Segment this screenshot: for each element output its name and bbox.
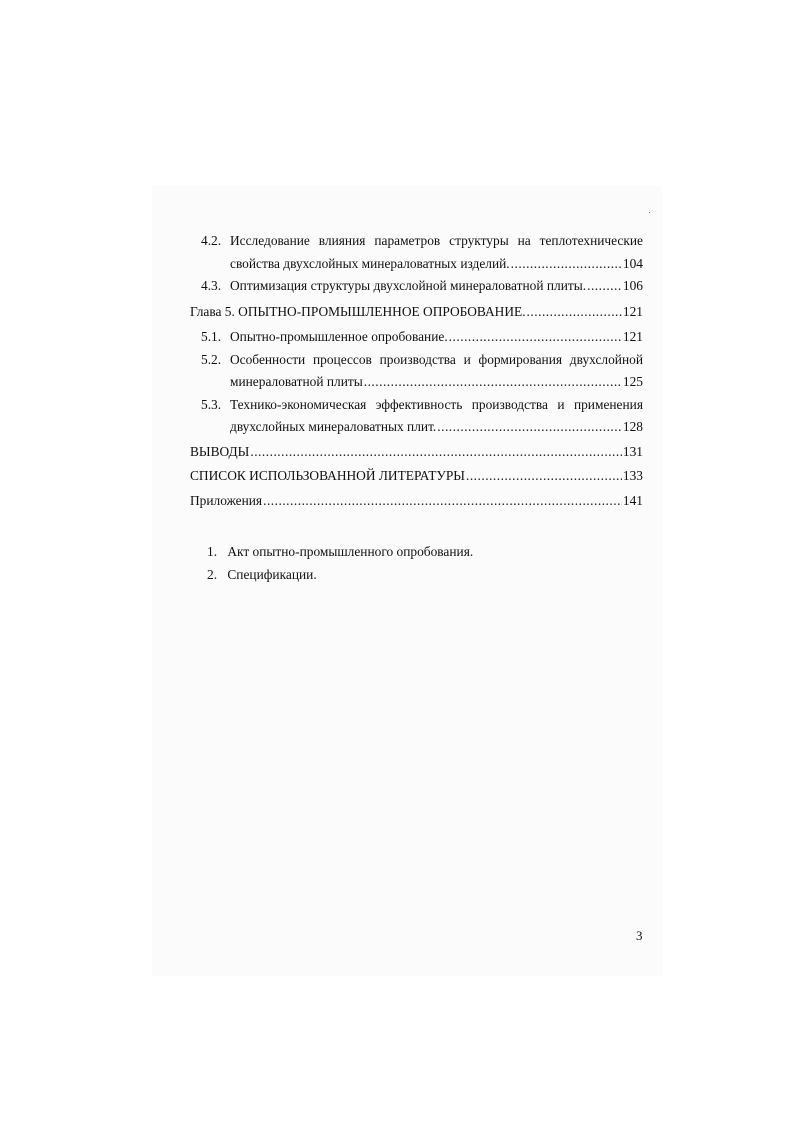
dot-leader	[437, 416, 622, 439]
toc-entry-number: 4.3.	[201, 278, 222, 293]
appendix-item[interactable]	[207, 563, 473, 586]
dot-leader	[587, 275, 622, 298]
appendix-item-number: 1.	[207, 544, 218, 559]
toc-entry-4-3[interactable]	[190, 275, 643, 298]
dot-leader	[527, 301, 622, 324]
dot-leader	[449, 326, 622, 349]
toc-appendices[interactable]	[190, 490, 643, 513]
toc-page-number: 141	[622, 492, 643, 508]
toc-entry-title-line-1: Исследование влияния параметров структуры на теплотехнические	[230, 233, 643, 248]
toc-entry-number: 4.2.	[201, 233, 222, 248]
toc-entry-title-line-1: Особенности процессов производства и формирования двухслойной	[230, 351, 643, 367]
toc-entry-5-1[interactable]	[190, 326, 643, 349]
toc-chapter-5[interactable]	[190, 301, 643, 324]
toc-entry-title: Приложения	[190, 492, 263, 508]
dot-leader	[250, 441, 622, 464]
appendix-item-title: Акт опытно-промышленного опробования.	[227, 544, 474, 559]
toc-entry-number: 5.3.	[201, 396, 222, 412]
toc-entry-5-2[interactable]	[190, 349, 643, 394]
toc-entry-4-2[interactable]	[190, 230, 643, 275]
toc-chapter-title: Глава 5. ОПЫТНО-ПРОМЫШЛЕННОЕ ОПРОБОВАНИЕ.	[190, 303, 526, 319]
toc-page-number: 125	[622, 374, 643, 389]
toc-page-number: 104	[622, 255, 643, 271]
toc-references[interactable]	[190, 465, 643, 488]
toc-page-number: 128	[622, 419, 643, 434]
table-of-contents	[190, 230, 643, 514]
appendix-item-number: 2.	[207, 567, 218, 582]
toc-entry-number: 5.2.	[201, 351, 222, 367]
toc-page-number: 106	[622, 278, 643, 293]
toc-entry-title: Опытно-промышленное опробование.	[230, 329, 448, 344]
dot-leader	[364, 371, 622, 394]
toc-entry-title: ВЫВОДЫ	[190, 443, 250, 459]
toc-entry-title: Оптимизация структуры двухслойной минераловатной плиты.	[230, 278, 587, 293]
toc-conclusions[interactable]	[190, 441, 643, 464]
dot-leader	[511, 253, 622, 276]
toc-entry-title-line-2: минераловатной плиты	[230, 374, 363, 389]
dot-leader	[466, 465, 622, 488]
toc-entry-title-line-2: двухслойных минераловатных плит.	[230, 419, 437, 434]
toc-page-number: 121	[622, 303, 643, 319]
toc-page-number: 133	[622, 468, 643, 483]
appendix-item[interactable]	[207, 540, 473, 563]
appendix-list	[207, 540, 473, 586]
toc-entry-title-line-1: Технико-экономическая эффективность производства и применения	[230, 396, 643, 412]
dot-leader	[263, 490, 622, 513]
toc-entry-title-line-2: свойства двухслойных минераловатных изделий.	[230, 255, 510, 271]
scan-speck	[649, 212, 650, 213]
page-number: 3	[636, 928, 643, 943]
toc-entry-number: 5.1.	[201, 329, 222, 344]
toc-entry-5-3[interactable]	[190, 394, 643, 439]
toc-entry-title: СПИСОК ИСПОЛЬЗОВАННОЙ ЛИТЕРАТУРЫ	[190, 468, 465, 483]
appendix-item-title: Спецификации.	[227, 567, 317, 582]
toc-page-number: 121	[622, 329, 643, 344]
toc-page-number: 131	[622, 443, 643, 459]
